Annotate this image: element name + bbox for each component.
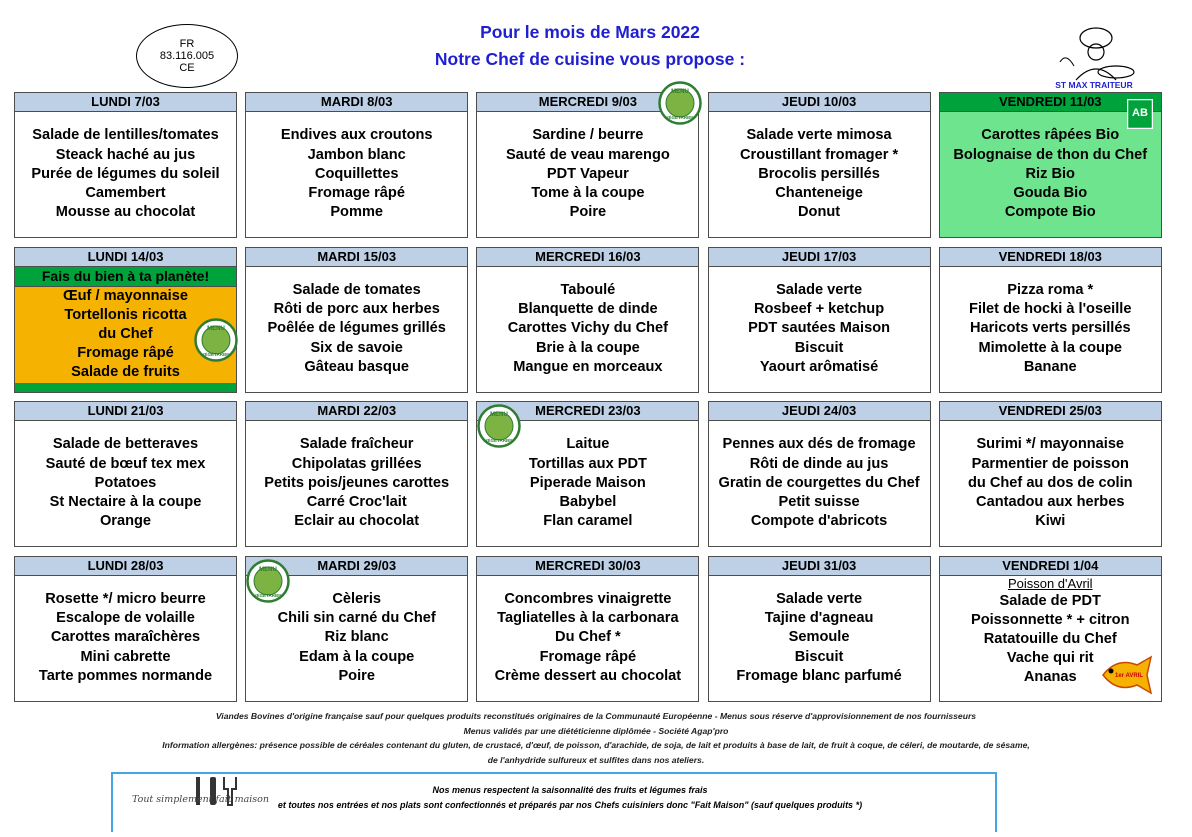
day-header: VENDREDI 11/03 bbox=[940, 93, 1161, 112]
footer-allergens-note-cont: de l'anhydride sulfureux et sulfites dans nos ateliers. bbox=[487, 755, 705, 765]
badge-bottom-text: VÉGÉTARIEN bbox=[665, 115, 695, 120]
menu-item: Tortellonis ricotta bbox=[64, 306, 187, 323]
menu-item: Cèleris bbox=[332, 590, 382, 607]
menu-item: St Nectaire à la coupe bbox=[49, 494, 202, 511]
menu-item: Coquillettes bbox=[314, 165, 399, 182]
day-footbar bbox=[15, 383, 236, 392]
menu-item: Purée de légumes du soleil bbox=[31, 165, 220, 182]
day-header: MERCREDI 9/03 bbox=[477, 93, 698, 112]
day-header: JEUDI 17/03 bbox=[709, 248, 930, 267]
day-header: MERCREDI 16/03 bbox=[477, 248, 698, 267]
menu-item: Carottes Vichy du Chef bbox=[507, 320, 669, 337]
menu-item: Sardine / beurre bbox=[532, 127, 644, 144]
menu-item: Pomme bbox=[330, 204, 384, 221]
organic-label-icon bbox=[1127, 99, 1153, 129]
day-cell bbox=[476, 556, 699, 702]
menu-item: Poire bbox=[569, 204, 607, 221]
menu-item: Fromage râpé bbox=[539, 648, 637, 665]
menu-item: Rôti de dinde au jus bbox=[749, 455, 889, 472]
menu-item: Œuf / mayonnaise bbox=[63, 287, 188, 304]
menu-item: Salade de lentilles/tomates bbox=[32, 127, 219, 144]
menu-item: Salade de PDT bbox=[999, 592, 1101, 609]
menu-item: Camembert bbox=[85, 185, 166, 202]
day-menu bbox=[940, 267, 1161, 392]
badge-top-text: MENU bbox=[490, 412, 509, 418]
day-menu bbox=[477, 112, 698, 237]
menu-item: Rôti de porc aux herbes bbox=[273, 301, 440, 318]
day-menu bbox=[15, 421, 236, 546]
menu-item: Escalope de volaille bbox=[56, 610, 195, 627]
badge-bottom-text: VÉGÉTARIEN bbox=[484, 438, 514, 443]
menu-item: Compote Bio bbox=[1004, 204, 1096, 221]
day-cell bbox=[14, 92, 237, 238]
menu-item: Flan caramel bbox=[543, 513, 633, 530]
day-menu bbox=[15, 576, 236, 701]
menu-item: Biscuit bbox=[794, 339, 844, 356]
menu-item: Fromage râpé bbox=[308, 185, 405, 202]
day-header: VENDREDI 1/04 bbox=[940, 557, 1161, 576]
day-header: LUNDI 14/03 bbox=[15, 248, 236, 267]
menu-item: Gouda Bio bbox=[1013, 185, 1088, 202]
menu-item: Cantadou aux herbes bbox=[976, 494, 1125, 511]
footer-origin-note: Viandes Bovines d'origine française sauf pour quelques produits reconstitués originaires de la Communauté Européenne - Menus sous réserve d'approvisionnement de nos fournisseurs bbox=[215, 711, 977, 721]
menu-item: Fromage râpé bbox=[77, 345, 174, 362]
menu-item: Biscuit bbox=[794, 648, 844, 665]
menu-item: Tagliatelles à la carbonara bbox=[497, 610, 679, 627]
menu-item: du Chef bbox=[98, 325, 153, 342]
vegetarian-badge-icon bbox=[477, 404, 521, 448]
menu-item: Concombres vinaigrette bbox=[504, 590, 672, 607]
menu-item: Pizza roma * bbox=[1007, 281, 1094, 298]
day-menu bbox=[246, 421, 467, 546]
menu-item: Salade verte bbox=[776, 281, 863, 298]
menu-item: Salade verte mimosa bbox=[746, 127, 892, 144]
logo-caption: ST MAX TRAITEUR bbox=[1055, 80, 1133, 90]
page-subtitle: Notre Chef de cuisine vous propose : bbox=[434, 49, 746, 69]
day-header: VENDREDI 25/03 bbox=[940, 402, 1161, 421]
day-cell bbox=[939, 247, 1162, 393]
day-header: JEUDI 24/03 bbox=[709, 402, 930, 421]
homemade-note: et toutes nos entrées et nos plats sont confectionnés et préparés par nos Chefs cuisiniers donc "Fait Maison" (sauf quelques produits *) bbox=[277, 800, 863, 810]
day-header: MERCREDI 23/03 bbox=[477, 402, 698, 421]
menu-item: Edam à la coupe bbox=[299, 648, 415, 665]
menu-item: Compote d'abricots bbox=[750, 513, 888, 530]
stamp-line: CE bbox=[179, 62, 195, 74]
footer-dietitian-note: Menus validés par une diététicienne diplômée - Société Agap'pro bbox=[463, 726, 729, 736]
menu-item: Endives aux croutons bbox=[280, 127, 433, 144]
day-subtitle: Poisson d'Avril bbox=[1007, 575, 1093, 591]
day-cell bbox=[939, 556, 1162, 702]
day-cell bbox=[245, 556, 468, 702]
vegetarian-badge-icon bbox=[194, 318, 238, 362]
menu-item: Surimi */ mayonnaise bbox=[976, 436, 1125, 453]
stamp-line: 83.116.005 bbox=[159, 50, 215, 62]
menu-item: Jambon blanc bbox=[307, 146, 406, 163]
day-menu bbox=[477, 267, 698, 392]
fish-label: 1er AVRIL bbox=[1114, 672, 1143, 679]
menu-item: PDT Vapeur bbox=[546, 165, 629, 182]
badge-top-text: MENU bbox=[207, 325, 225, 332]
day-cell bbox=[939, 401, 1162, 547]
day-header: MERCREDI 30/03 bbox=[477, 557, 698, 576]
vegetarian-badge-icon bbox=[246, 559, 290, 603]
menu-grid bbox=[14, 89, 1162, 702]
day-menu bbox=[940, 112, 1161, 237]
day-cell bbox=[245, 92, 468, 238]
menu-item: Laitue bbox=[566, 436, 610, 453]
day-menu bbox=[477, 576, 698, 701]
menu-item: Filet de hocki à l'oseille bbox=[969, 301, 1132, 318]
menu-item: Babybel bbox=[559, 494, 617, 511]
homemade-script-text: Tout simplement fait maison bbox=[132, 794, 270, 805]
organic-label-text: AB bbox=[1131, 107, 1148, 119]
menu-item: Tome à la coupe bbox=[531, 185, 645, 202]
day-note: Fais du bien à ta planète! bbox=[15, 267, 236, 287]
menu-item: Sauté de veau marengo bbox=[505, 146, 670, 163]
menu-item: Six de savoie bbox=[310, 339, 403, 356]
day-menu bbox=[709, 421, 930, 546]
menu-item: Fromage blanc parfumé bbox=[736, 667, 902, 684]
day-header: MARDI 15/03 bbox=[246, 248, 467, 267]
day-cell bbox=[14, 247, 237, 393]
menu-item: Taboulé bbox=[560, 281, 616, 298]
day-menu bbox=[246, 267, 467, 392]
menu-item: Chipolatas grillées bbox=[291, 455, 422, 472]
day-menu bbox=[709, 576, 930, 701]
menu-item: Rosette */ micro beurre bbox=[45, 590, 206, 607]
menu-item: Riz Bio bbox=[1025, 165, 1075, 182]
day-cell bbox=[245, 247, 468, 393]
day-header: LUNDI 21/03 bbox=[15, 402, 236, 421]
day-cell bbox=[708, 401, 931, 547]
menu-item: Haricots verts persillés bbox=[969, 320, 1131, 337]
menu-item: Crème dessert au chocolat bbox=[494, 667, 682, 684]
day-cell bbox=[708, 92, 931, 238]
menu-item: Riz blanc bbox=[324, 629, 389, 646]
vegetarian-badge-icon bbox=[658, 81, 702, 125]
menu-item: Mini cabrette bbox=[80, 648, 171, 665]
menu-item: Parmentier de poisson bbox=[971, 455, 1129, 472]
menu-item: Ananas bbox=[1023, 669, 1077, 686]
stamp-line: FR bbox=[179, 38, 195, 50]
menu-item: Gratin de courgettes du Chef bbox=[718, 474, 920, 491]
menu-item: Kiwi bbox=[1035, 513, 1066, 530]
seasonality-note: Nos menus respectent la saisonnalité des fruits et légumes frais bbox=[432, 785, 708, 795]
menu-item: Tajine d'agneau bbox=[764, 610, 874, 627]
day-header: MARDI 22/03 bbox=[246, 402, 467, 421]
menu-item: Gâteau basque bbox=[304, 358, 409, 375]
menu-item: Carré Croc'lait bbox=[306, 494, 407, 511]
day-cell bbox=[708, 247, 931, 393]
menu-item: Carottes râpées Bio bbox=[981, 127, 1120, 144]
day-header: VENDREDI 18/03 bbox=[940, 248, 1161, 267]
day-cell bbox=[939, 92, 1162, 238]
menu-item: Pennes aux dés de fromage bbox=[722, 436, 916, 453]
menu-item: Tortillas aux PDT bbox=[528, 455, 647, 472]
menu-item: du Chef au dos de colin bbox=[967, 474, 1133, 491]
menu-item: Mousse au chocolat bbox=[55, 204, 196, 221]
menu-item: Mimolette à la coupe bbox=[978, 339, 1123, 356]
day-menu bbox=[709, 267, 930, 392]
menu-item: Banane bbox=[1023, 358, 1077, 375]
menu-item: Poêlée de légumes grillés bbox=[267, 320, 446, 337]
menu-item: Orange bbox=[99, 513, 152, 530]
fish-icon bbox=[1099, 653, 1155, 697]
day-header: LUNDI 7/03 bbox=[15, 93, 236, 112]
day-menu bbox=[15, 112, 236, 237]
page-title: Pour le mois de Mars 2022 bbox=[480, 22, 700, 42]
day-header: JEUDI 10/03 bbox=[709, 93, 930, 112]
menu-item: Yaourt arômatisé bbox=[759, 358, 879, 375]
day-header: MARDI 29/03 bbox=[246, 557, 467, 576]
menu-item: Vache qui rit bbox=[1006, 650, 1094, 667]
menu-item: Chanteneige bbox=[775, 185, 863, 202]
day-cell bbox=[14, 556, 237, 702]
day-menu bbox=[940, 421, 1161, 546]
day-cell bbox=[245, 401, 468, 547]
menu-item: Chili sin carné du Chef bbox=[277, 610, 436, 627]
menu-item: Piperade Maison bbox=[529, 474, 646, 491]
menu-item: Bolognaise de thon du Chef bbox=[953, 146, 1148, 163]
menu-item: Steack haché au jus bbox=[55, 146, 196, 163]
menu-item: Salade de betteraves bbox=[52, 436, 199, 453]
day-cell bbox=[476, 89, 699, 238]
menu-item: Salade de fruits bbox=[71, 364, 180, 381]
menu-item: Poire bbox=[338, 667, 375, 684]
day-cell bbox=[476, 247, 699, 393]
menu-item: Sauté de bœuf tex mex bbox=[45, 455, 206, 472]
day-cell bbox=[14, 401, 237, 547]
day-cell bbox=[476, 401, 699, 547]
menu-item: Salade de tomates bbox=[292, 281, 421, 298]
menu-item: Petits pois/jeunes carottes bbox=[264, 474, 450, 491]
sanitary-stamp bbox=[136, 24, 238, 88]
menu-item: Du Chef * bbox=[555, 629, 621, 646]
menu-item: Salade fraîcheur bbox=[299, 436, 414, 453]
menu-item: Petit suisse bbox=[778, 494, 860, 511]
menu-item: Croustillant fromager * bbox=[740, 146, 899, 163]
badge-top-text: MENU bbox=[259, 566, 278, 573]
menu-item: Semoule bbox=[788, 629, 850, 646]
menu-item: Rosbeef + ketchup bbox=[753, 301, 885, 318]
footer-allergens-note: Information allergènes: présence possible de céréales contenant du gluten, de crustacé, d'œuf, de poisson, d'arachide, de soja, de lait et produits à base de lait, de fruit à coque, de céleri, de moutarde, de sésame, bbox=[162, 740, 1030, 750]
badge-bottom-text: VÉGÉTARIEN bbox=[201, 351, 231, 357]
menu-item: Eclair au chocolat bbox=[294, 513, 420, 530]
day-cell bbox=[708, 556, 931, 702]
menu-item: Brie à la coupe bbox=[535, 339, 640, 356]
day-menu bbox=[709, 112, 930, 237]
badge-top-text: MENU bbox=[671, 89, 690, 95]
menu-item: Donut bbox=[797, 204, 841, 221]
menu-item: Ratatouille du Chef bbox=[983, 630, 1117, 647]
menu-item: Poissonnette * + citron bbox=[970, 611, 1130, 628]
badge-bottom-text: VÉGÉTARIEN bbox=[253, 592, 283, 598]
menu-item: Salade verte bbox=[776, 590, 863, 607]
menu-item: Potatoes bbox=[94, 474, 157, 491]
menu-item: Tarte pommes normande bbox=[38, 667, 213, 684]
menu-item: Brocolis persillés bbox=[758, 165, 880, 182]
day-header: MARDI 8/03 bbox=[246, 93, 467, 112]
day-header: LUNDI 28/03 bbox=[15, 557, 236, 576]
day-header: JEUDI 31/03 bbox=[709, 557, 930, 576]
menu-item: Carottes maraîchères bbox=[50, 629, 201, 646]
day-menu bbox=[246, 112, 467, 237]
menu-item: Blanquette de dinde bbox=[518, 301, 658, 318]
menu-item: PDT sautées Maison bbox=[748, 320, 891, 337]
menu-item: Mangue en morceaux bbox=[513, 358, 663, 375]
